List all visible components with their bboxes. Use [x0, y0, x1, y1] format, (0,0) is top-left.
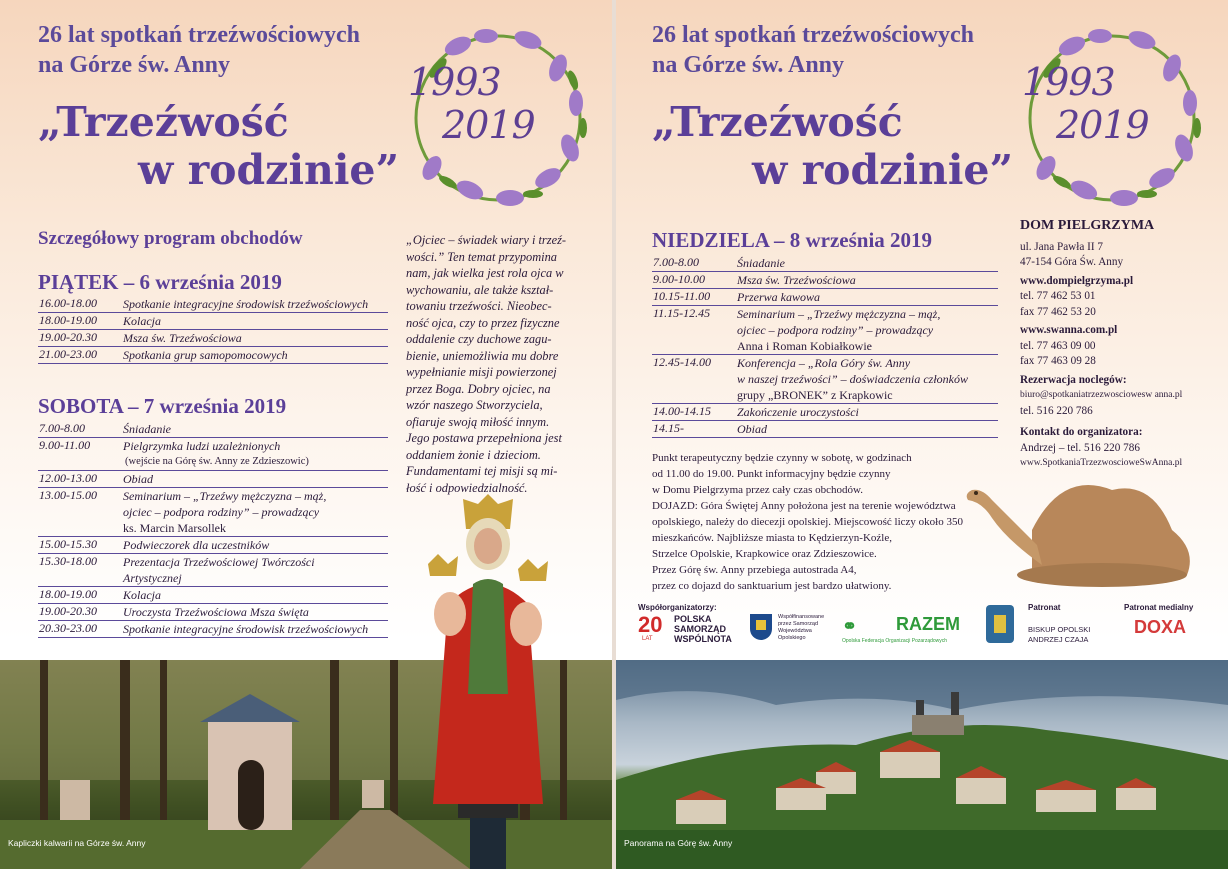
polska-line: WSPÓLNOTA	[674, 634, 732, 644]
address-line: 47-154 Góra Św. Anny	[1020, 256, 1124, 268]
organizer-website-link[interactable]: www.SpotkaniaTrzezwoscioweSwAnna.pl	[1020, 458, 1183, 468]
row-activity: Uroczysta Trzeźwościowa Msza święta	[123, 605, 309, 619]
row-time: 19.00-20.30	[39, 330, 97, 344]
row-activity: Kolacja	[123, 314, 161, 328]
patron-label: Patronat	[1028, 603, 1061, 612]
friday-schedule	[38, 296, 388, 364]
schedule-row	[38, 537, 388, 554]
row-activity: Pielgrzymka ludzi uzależnionych	[123, 439, 281, 453]
media-patron-label: Patronat medialny	[1124, 603, 1194, 612]
website-link[interactable]: www.swanna.com.pl	[1020, 324, 1118, 336]
razem-rings-icon: ⚭	[842, 616, 858, 636]
razem-logo	[842, 614, 972, 648]
opole-shield-icon	[750, 614, 772, 640]
quote-line: nam, jak wielka jest rola ojca w	[406, 266, 564, 280]
panorama-photo	[616, 660, 1228, 869]
quote-line: ność ojca, czy to przez fizyczne	[406, 315, 560, 330]
left-page	[0, 0, 612, 869]
camel-icon	[962, 470, 1202, 590]
schedule-row	[38, 604, 388, 621]
row-activity: Spotkanie integracyjne środowisk trzeźwościowych	[123, 297, 369, 311]
row-activity: Seminarium – „Trzeźwy mężczyzna – mąż,	[737, 307, 941, 321]
row-time: 12.45-14.00	[653, 355, 711, 369]
photo-caption: Kapliczki kalwarii na Górze św. Anny	[8, 838, 146, 848]
notes-line: przez co dojazd do sanktuarium jest bardzo ułatwiony.	[652, 580, 892, 592]
phone-number: tel. 77 462 53 01	[1020, 290, 1096, 302]
row-time: 13.00-15.00	[39, 488, 97, 502]
row-activity-line3: Anna i Roman Kobiałkowie	[737, 339, 872, 353]
schedule-row	[38, 471, 388, 488]
notes-line: DOJAZD: Góra Świętej Anny położona jest na terenie województwa	[652, 500, 956, 512]
polska-lat: LAT	[642, 636, 653, 642]
subtitle-line-2: na Górze św. Anny	[652, 52, 845, 78]
quote-line: wzór naszego Stworzyciela,	[406, 398, 543, 412]
row-activity-line2: w naszej trzeźwości” – doświadczenia członków	[737, 372, 969, 386]
title-line-2: w rodzinie”	[752, 146, 1014, 194]
quote-line: towaniu trzeźwości. Nieobec-	[406, 299, 552, 313]
quote-line: wychowaniu, ale także kształ-	[406, 282, 554, 297]
schedule-row	[38, 438, 388, 471]
row-activity-line2: ojciec – podpora rodziny” – prowadzący	[123, 505, 320, 519]
row-activity: Podwieczorek dla uczestników	[123, 538, 270, 552]
notes-line: Przez Górę św. Anny przebiega autostrada A4,	[652, 564, 857, 576]
fax-number: fax 77 463 09 28	[1020, 355, 1096, 367]
year-end: 2019	[442, 103, 535, 147]
year-end: 2019	[1056, 103, 1149, 147]
polska-line: SAMORZĄD	[674, 624, 726, 634]
row-time: 9.00-10.00	[653, 272, 705, 286]
schedule-row	[652, 272, 998, 289]
saturday-schedule	[38, 421, 388, 638]
subtitle	[38, 20, 360, 80]
quote-line: bienie, uniemożliwia mu dobre	[406, 348, 559, 363]
row-activity: Konferencja – „Rola Góry św. Anny	[737, 356, 911, 370]
schedule-row	[38, 421, 388, 438]
schedule-row	[38, 347, 388, 364]
notes-line: opolskiego, należy do diecezji opolskiej. Miejscowość liczy około 350	[652, 516, 963, 528]
row-time: 15.00-15.30	[39, 537, 97, 551]
right-page	[616, 0, 1228, 869]
row-activity-line3: ks. Marcin Marsollek	[123, 521, 226, 535]
schedule-row	[38, 313, 388, 330]
row-activity-line2: ojciec – podpora rodziny” – prowadzący	[737, 323, 934, 337]
saturday-heading: SOBOTA – 7 września 2019	[38, 394, 287, 418]
opole-text: przez Samorząd	[778, 621, 819, 627]
row-activity: Spotkania grup samopomocowych	[123, 348, 288, 362]
schedule-row	[38, 296, 388, 313]
notes-line: mieszkańców. Najbliższe miasta to Kędzierzyn-Koźle,	[652, 532, 892, 544]
contact-info	[1020, 218, 1226, 472]
year-start: 1993	[1022, 60, 1115, 104]
row-time: 11.15-12.45	[653, 306, 711, 320]
row-activity: Śniadanie	[737, 256, 785, 270]
row-time: 16.00-18.00	[39, 296, 97, 310]
row-time: 7.00-8.00	[653, 255, 699, 269]
contact-heading: DOM PIELGRZYMA	[1020, 218, 1155, 233]
organizer-phone: Andrzej – tel. 516 220 786	[1020, 441, 1140, 454]
year-start: 1993	[408, 60, 501, 104]
phone-number: tel. 77 463 09 00	[1020, 339, 1096, 352]
notes-line: Strzelce Opolskie, Krapkowice oraz Zdzieszowice.	[652, 548, 877, 560]
subtitle-line-1: 26 lat spotkań trzeźwościowych	[652, 22, 974, 48]
booking-phone: tel. 516 220 786	[1020, 404, 1093, 417]
quote-line: Fundamentami tej misji są mi-	[406, 464, 558, 478]
quote-line: Jego postawa przepełniona jest	[406, 431, 562, 445]
row-activity: Zakończenie uroczystości	[737, 405, 859, 419]
subtitle-line-1: 26 lat spotkań trzeźwościowych	[38, 22, 360, 48]
opole-text: Współfinansowane	[778, 614, 825, 620]
row-activity: Msza św. Trzeźwościowa	[737, 273, 856, 287]
schedule-row	[38, 554, 388, 587]
row-activity: Seminarium – „Trzeźwy mężczyzna – mąż,	[123, 489, 327, 503]
row-activity: Obiad	[123, 472, 153, 486]
row-time: 14.00-14.15	[653, 404, 711, 418]
doxa-media-logo	[1124, 603, 1224, 648]
opole-region-logo	[750, 614, 830, 646]
row-time: 20.30-23.00	[39, 621, 97, 635]
subtitle-line-2: na Górze św. Anny	[38, 52, 231, 78]
row-time: 14.15-	[653, 421, 684, 435]
program-heading: Szczegółowy program obchodów	[38, 228, 303, 249]
title-line-1: „Trzeźwość	[38, 98, 289, 146]
row-activity: Prezentacja Trzeźwościowej Twórczości	[123, 555, 315, 569]
page-title	[652, 98, 1013, 194]
schedule-row	[652, 289, 998, 306]
booking-label: Rezerwacja noclegów:	[1020, 373, 1127, 386]
row-activity-line3: grupy „BRONEK” z Krapkowic	[737, 388, 893, 402]
address-line: ul. Jana Pawła II 7	[1020, 240, 1103, 253]
row-time: 9.00-11.00	[39, 438, 91, 452]
bishop-line: BISKUP OPOLSKI	[1028, 625, 1091, 634]
schedule-row	[38, 488, 388, 537]
row-activity: Obiad	[737, 422, 767, 436]
coorganizers-label: Współorganizatorzy:	[638, 603, 717, 612]
row-activity-line2: Artystycznej	[123, 571, 182, 585]
saint-anne-statue-icon	[418, 494, 558, 869]
row-activity: Kolacja	[123, 588, 161, 602]
row-activity: Msza św. Trzeźwościowa	[123, 331, 242, 345]
title-line-1: „Trzeźwość	[652, 98, 903, 146]
bishop-patron-logo	[986, 603, 1096, 648]
schedule-row	[652, 404, 998, 421]
bishop-line: ANDRZEJ CZAJA	[1028, 635, 1089, 644]
row-time: 10.15-11.00	[653, 289, 711, 303]
fax-number: fax 77 462 53 20	[1020, 305, 1096, 318]
website-link[interactable]: www.dompielgrzyma.pl	[1020, 274, 1134, 287]
quote-line: ofiaruje swoją miłość innym.	[406, 414, 550, 429]
friday-heading: PIĄTEK – 6 września 2019	[38, 270, 282, 294]
notes-line: w Domu Pielgrzyma przez cały czas obchodów.	[652, 484, 863, 496]
razem-subtitle: Opolska Federacja Organizacji Pozarządowych	[842, 638, 948, 644]
row-activity: Spotkanie integracyjne środowisk trzeźwościowych	[123, 622, 369, 636]
organizer-label: Kontakt do organizatora:	[1020, 426, 1143, 438]
page-title	[38, 98, 399, 194]
row-time: 19.00-20.30	[39, 604, 97, 618]
quote-line: przez Boga. Dobry ojciec, na	[406, 381, 551, 396]
sunday-schedule	[652, 255, 998, 438]
booking-email-link[interactable]: biuro@spotkaniatrzezwosciowesw anna.pl	[1020, 390, 1183, 400]
opole-text: Opolskiego	[778, 635, 806, 641]
row-time: 7.00-8.00	[39, 421, 85, 435]
schedule-row	[652, 255, 998, 272]
bishop-coat-of-arms-icon	[986, 605, 1014, 643]
schedule-row	[652, 355, 998, 404]
sunday-heading: NIEDZIELA – 8 września 2019	[652, 228, 933, 252]
row-note: (wejście na Górę św. Anny ze Zdzieszowic)	[125, 456, 309, 467]
quote-line: wości.” Ten temat przypomina	[406, 249, 557, 264]
quote-line: „Ojciec – świadek wiary i trzeź-	[406, 233, 567, 247]
razem-name: RAZEM	[896, 614, 960, 634]
title-line-2: w rodzinie”	[138, 146, 400, 194]
schedule-row	[38, 587, 388, 604]
notes-line: Punkt terapeutyczny będzie czynny w sobotę, w godzinach	[652, 452, 912, 464]
row-time: 21.00-23.00	[39, 347, 97, 361]
schedule-row	[38, 330, 388, 347]
opole-text: Województwa	[778, 628, 812, 634]
event-notes	[652, 450, 998, 594]
polska-number: 20	[638, 612, 663, 637]
row-time: 18.00-19.00	[39, 587, 97, 601]
row-activity: Przerwa kawowa	[737, 290, 821, 304]
subtitle	[652, 20, 974, 80]
schedule-row	[652, 306, 998, 355]
father-quote	[406, 232, 578, 496]
quote-line: oddalenie czy duchowe zagu-	[406, 332, 552, 346]
schedule-row	[652, 421, 998, 438]
polska-samorzad-logo	[638, 614, 748, 646]
quote-line: oddaniem żonie i dzieciom.	[406, 447, 541, 462]
doxa-name: DOXA	[1134, 617, 1187, 637]
row-time: 18.00-19.00	[39, 313, 97, 327]
row-time: 12.00-13.00	[39, 471, 97, 485]
schedule-row	[38, 621, 388, 638]
quote-line: wypełnianie misji powierzonej	[406, 365, 557, 379]
polska-line: POLSKA	[674, 614, 712, 624]
photo-caption: Panorama na Górę św. Anny	[624, 838, 733, 848]
notes-line: od 11.00 do 19.00. Punkt informacyjny będzie czynny	[652, 468, 891, 480]
row-activity: Śniadanie	[123, 422, 171, 436]
row-time: 15.30-18.00	[39, 554, 97, 568]
quote-line: łość i odpowiedzialność.	[406, 480, 528, 495]
